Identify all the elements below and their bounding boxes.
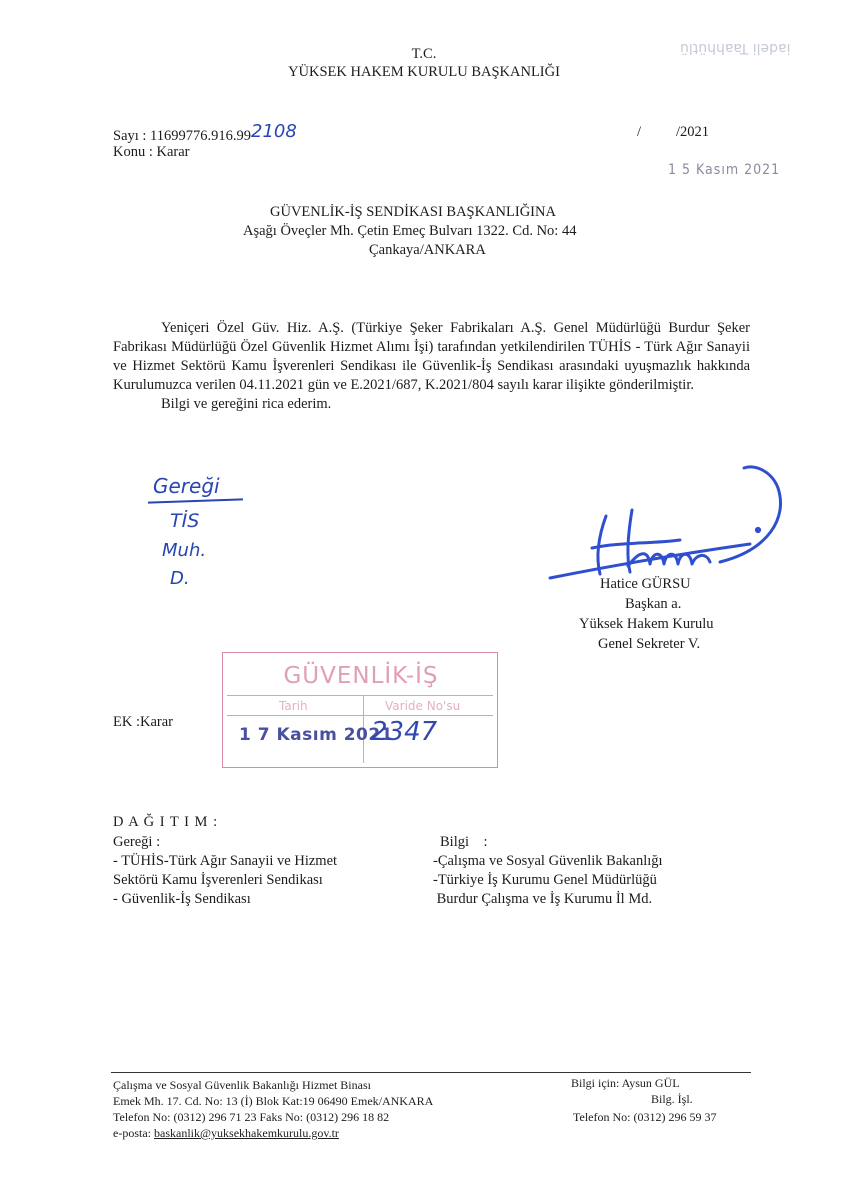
date-slash: / [637,124,642,140]
distribution-heading: D A Ğ I T I M : [113,814,219,830]
date-year: /2021 [676,124,710,140]
bilgi-item: -Çalışma ve Sosyal Güvenlik Bakanlığı [433,853,663,869]
body-closing: Bilgi ve gereğini rica ederim. [161,396,332,412]
handwritten-note-line3: Muh. [162,540,207,561]
geregi-label: Gereği : [113,834,161,850]
geregi-item: - TÜHİS-Türk Ağır Sanayii ve Hizmet [113,853,338,869]
footer-email-label: e-posta: [113,1126,151,1140]
sayi-label: Sayı : 11699776.916.99 [113,128,252,144]
footer-contact1: Bilgi için: Aysun GÜL [571,1076,680,1090]
bilgi-label: Bilgi : [440,834,488,850]
bilgi-item: -Türkiye İş Kurumu Genel Müdürlüğü [433,872,657,888]
stamp-varide-label: Varide No'su [385,699,461,713]
stamp-number: 2347 [371,717,438,747]
signatory-title1: Başkan a. [625,596,682,612]
incoming-stamp [222,652,498,768]
signatory-title2: Yüksek Hakem Kurulu [579,616,714,632]
geregi-item: - Güvenlik-İş Sendikası [113,891,251,907]
stamp-title: GÜVENLİK-İŞ [283,663,439,689]
faded-stamp: iadeli Taahhütlü [680,40,791,56]
footer-address2: Emek Mh. 17. Cd. No: 13 (İ) Blok Kat:19 06490 Emek/ANKARA [113,1094,434,1108]
footer-email-line [113,1126,339,1141]
recipient-line1: GÜVENLİK-İŞ SENDİKASI BAŞKANLIĞINA [270,204,556,220]
handwritten-underline [148,498,243,503]
body-paragraph: Yeniçeri Özel Güv. Hiz. A.Ş. (Türkiye Şeker Fabrikaları A.Ş. Genel Müdürlüğü Burdur Şeker Fabrikası Müdürlüğü Özel Güvenlik Hizmet Alımı İşi) tarafından yetkilendirilen TÜHİS - Türk Ağır Sanayii ve Hizmet Sektörü Kamu İşverenleri Sendikası ile Güvenlik-İş Sendikası arasındaki uyuşmazlık hakkında Kurulumuzca verilen 04.11.2021 gün ve E.2021/687, K.2021/804 sayılı karar ilişikte gönderilmiştir. [113,320,750,393]
footer-contact3: Telefon No: (0312) 296 59 37 [573,1110,717,1124]
recipient-line3: Çankaya/ANKARA [369,242,486,258]
signatory-title3: Genel Sekreter V. [598,636,701,652]
footer-email-link[interactable]: baskanlik@yuksekhakemkurulu.gov.tr [154,1126,339,1140]
bilgi-item: Burdur Çalışma ve İş Kurumu İl Md. [433,891,653,907]
sayi-line [113,121,297,145]
footer-address1: Çalışma ve Sosyal Güvenlik Bakanlığı Hizmet Binası [113,1078,371,1092]
handwritten-note-line1: Gereği [153,474,220,498]
letter-body [113,319,750,414]
handwritten-note-line4: D. [170,568,190,589]
institution-name: YÜKSEK HAKEM KURULU BAŞKANLIĞI [288,64,560,80]
stamp-divider [227,695,493,696]
geregi-item: Sektörü Kamu İşverenleri Sendikası [113,872,323,888]
header-tc: T.C. [411,46,437,62]
footer-phone: Telefon No: (0312) 296 71 23 Faks No: (0312) 296 18 82 [113,1110,390,1124]
received-date-stamp: 1 5 Kasım 2021 [668,162,781,178]
stamp-date: 1 7 Kasım 2021 [239,725,394,745]
footer-contact2: Bilg. İşl. [651,1092,693,1106]
footer-divider [111,1072,751,1073]
stamp-tarih-label: Tarih [279,699,308,713]
sayi-handwritten: 2108 [251,121,297,142]
recipient-line2: Aşağı Öveçler Mh. Çetin Emeç Bulvarı 1322. Cd. No: 44 [243,223,577,239]
handwritten-note-line2: TİS [170,510,200,532]
konu-line: Konu : Karar [113,144,190,160]
attachment-line: EK :Karar [113,714,173,730]
signatory-name: Hatice GÜRSU [600,576,691,592]
stamp-divider [227,715,493,716]
signature-scribble [540,458,790,588]
